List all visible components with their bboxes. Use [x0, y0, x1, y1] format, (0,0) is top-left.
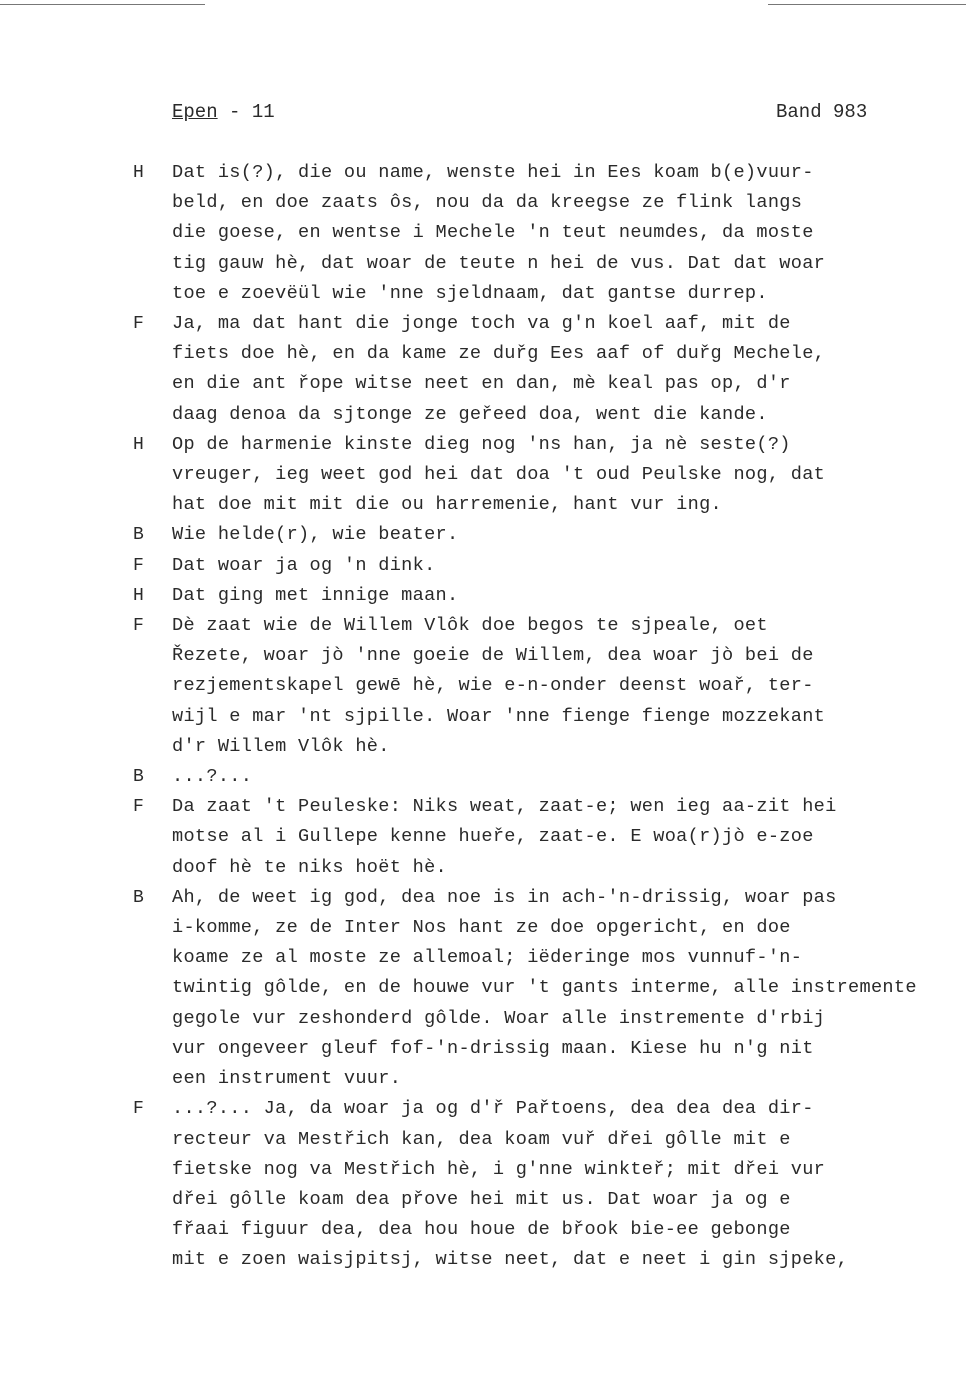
transcript-line: gegole vur zeshonderd gôlde. Woar alle instremente d'rbij — [172, 1007, 826, 1029]
transcript-line: doof hè te niks hoët hè. — [172, 856, 447, 878]
transcript-entry — [0, 792, 966, 883]
page-number: 11 — [251, 101, 275, 123]
transcript-line: en die ant řope witse neet en dan, mè keal pas op, d'r — [172, 373, 791, 395]
transcript-line: ...?... — [172, 766, 253, 788]
transcript-line: rezjementskapel gewē hè, wie e-n-onder deenst woař, ter- — [172, 675, 814, 697]
band-label: Band 983 — [776, 101, 868, 123]
transcript-entry — [0, 158, 966, 309]
speaker-label: H — [133, 434, 144, 455]
transcript-line: Dè zaat wie de Willem Vlôk doe begos te sjpeale, oet — [172, 615, 768, 637]
speaker-label: B — [133, 525, 144, 546]
header-separator: - — [217, 101, 252, 123]
transcript-line: ...?... Ja, da woar ja og d'ř Pařtoens, dea dea dea dir- — [172, 1098, 814, 1120]
transcript-entry — [0, 883, 966, 1094]
transcript-line: Dat woar ja og 'n dink. — [172, 554, 436, 576]
transcript-line: hat doe mit mit die ou harremenie, hant vur ing. — [172, 494, 722, 516]
transcript-line: vreuger, ieg weet god hei dat doa 't oud Peulske nog, dat — [172, 464, 826, 486]
speaker-label: F — [133, 314, 144, 335]
transcript-line: Wie helde(r), wie beater. — [172, 524, 459, 546]
transcript-entry — [0, 551, 966, 581]
speaker-label: H — [133, 585, 144, 606]
speaker-label: H — [133, 163, 144, 183]
speaker-label: F — [133, 797, 144, 818]
transcript-line: een instrument vuur. — [172, 1068, 402, 1090]
transcript-entry — [0, 1094, 966, 1275]
speaker-label: F — [133, 555, 144, 576]
speaker-label: B — [133, 887, 144, 908]
transcript-line: Ja, ma dat hant die jonge toch va g'n koel aaf, mit de — [172, 313, 791, 335]
speaker-label: F — [133, 1099, 144, 1120]
transcript-line: d'r Willem Vlôk hè. — [172, 735, 390, 757]
transcript-line: Dat ging met innige maan. — [172, 584, 459, 606]
transcript-line: koame ze al moste ze allemoal; iëderinge mos vunnuf-'n- — [172, 947, 803, 969]
transcript-line: twintig gôlde, en de houwe vur 't gants interme, alle instremente — [172, 977, 917, 999]
transcript-line: beld, en doe zaats ôs, nou da da kreegse ze flink langs — [172, 192, 803, 214]
transcript-line: Řezete, woar jò 'nne goeie de Willem, dea woar jò bei de — [172, 645, 814, 667]
transcript-line: fiets doe hè, en da kame ze duřg Ees aaf of duřg Mechele, — [172, 343, 826, 365]
transcript-line: recteur va Mestřich kan, dea koam vuř dřei gôlle mit e — [172, 1128, 791, 1150]
transcript — [0, 158, 966, 1276]
transcript-entry — [0, 581, 966, 611]
transcript-entry — [0, 520, 966, 550]
transcript-line: Dat is(?), die ou name, wenste hei in Ees koam b(e)vuur- — [172, 162, 814, 183]
transcript-line: fietske nog va Mestřich hè, i g'nne winkteř; mit dřei vur — [172, 1158, 826, 1180]
transcript-line: tig gauw hè, dat woar de teute n hei de vus. Dat dat woar — [172, 252, 826, 274]
transcript-line: toe e zoevëül wie 'nne sjeldnaam, dat gantse durrep. — [172, 282, 768, 304]
transcript-entry — [0, 762, 966, 792]
transcript-line: mit e zoen waisjpitsj, witse neet, dat e neet i gin sjpeke, — [172, 1249, 849, 1271]
top-rule-left — [0, 4, 205, 5]
transcript-line: Da zaat 't Peuleske: Niks weat, zaat-e; wen ieg aa-zit hei — [172, 796, 837, 818]
top-rule-right — [768, 4, 966, 5]
transcript-line: Op de harmenie kinste dieg nog 'ns han, ja nè seste(?) — [172, 433, 791, 455]
transcript-line: vur ongeveer gleuf fof-'n-drissig maan. Kiese hu n'g nit — [172, 1037, 814, 1059]
transcript-line: dřei gôlle koam dea přove hei mit us. Dat woar ja og e — [172, 1188, 791, 1210]
page-header-left — [172, 101, 275, 123]
transcript-entry — [0, 430, 966, 521]
speaker-label: F — [133, 616, 144, 637]
transcript-entry — [0, 309, 966, 430]
speaker-label: B — [133, 767, 144, 788]
transcript-line: wijl e mar 'nt sjpille. Woar 'nne fienge fienge mozzekant — [172, 705, 826, 727]
transcript-line: motse al i Gullepe kenne hueře, zaat-e. E woa(r)jò e-zoe — [172, 826, 814, 848]
transcript-line: die goese, en wentse i Mechele 'n teut neumdes, da moste — [172, 222, 814, 244]
transcript-line: fřaai figuur dea, dea hou houe de břook bie-ee gebonge — [172, 1219, 791, 1241]
transcript-line: Ah, de weet ig god, dea noe is in ach-'n-drissig, woar pas — [172, 886, 837, 908]
place-name: Epen — [172, 101, 218, 123]
transcript-line: daag denoa da sjtonge ze geřeed doa, went die kande. — [172, 403, 768, 425]
transcript-entry — [0, 611, 966, 762]
transcript-line: i-komme, ze de Inter Nos hant ze doe opgericht, en doe — [172, 917, 791, 939]
